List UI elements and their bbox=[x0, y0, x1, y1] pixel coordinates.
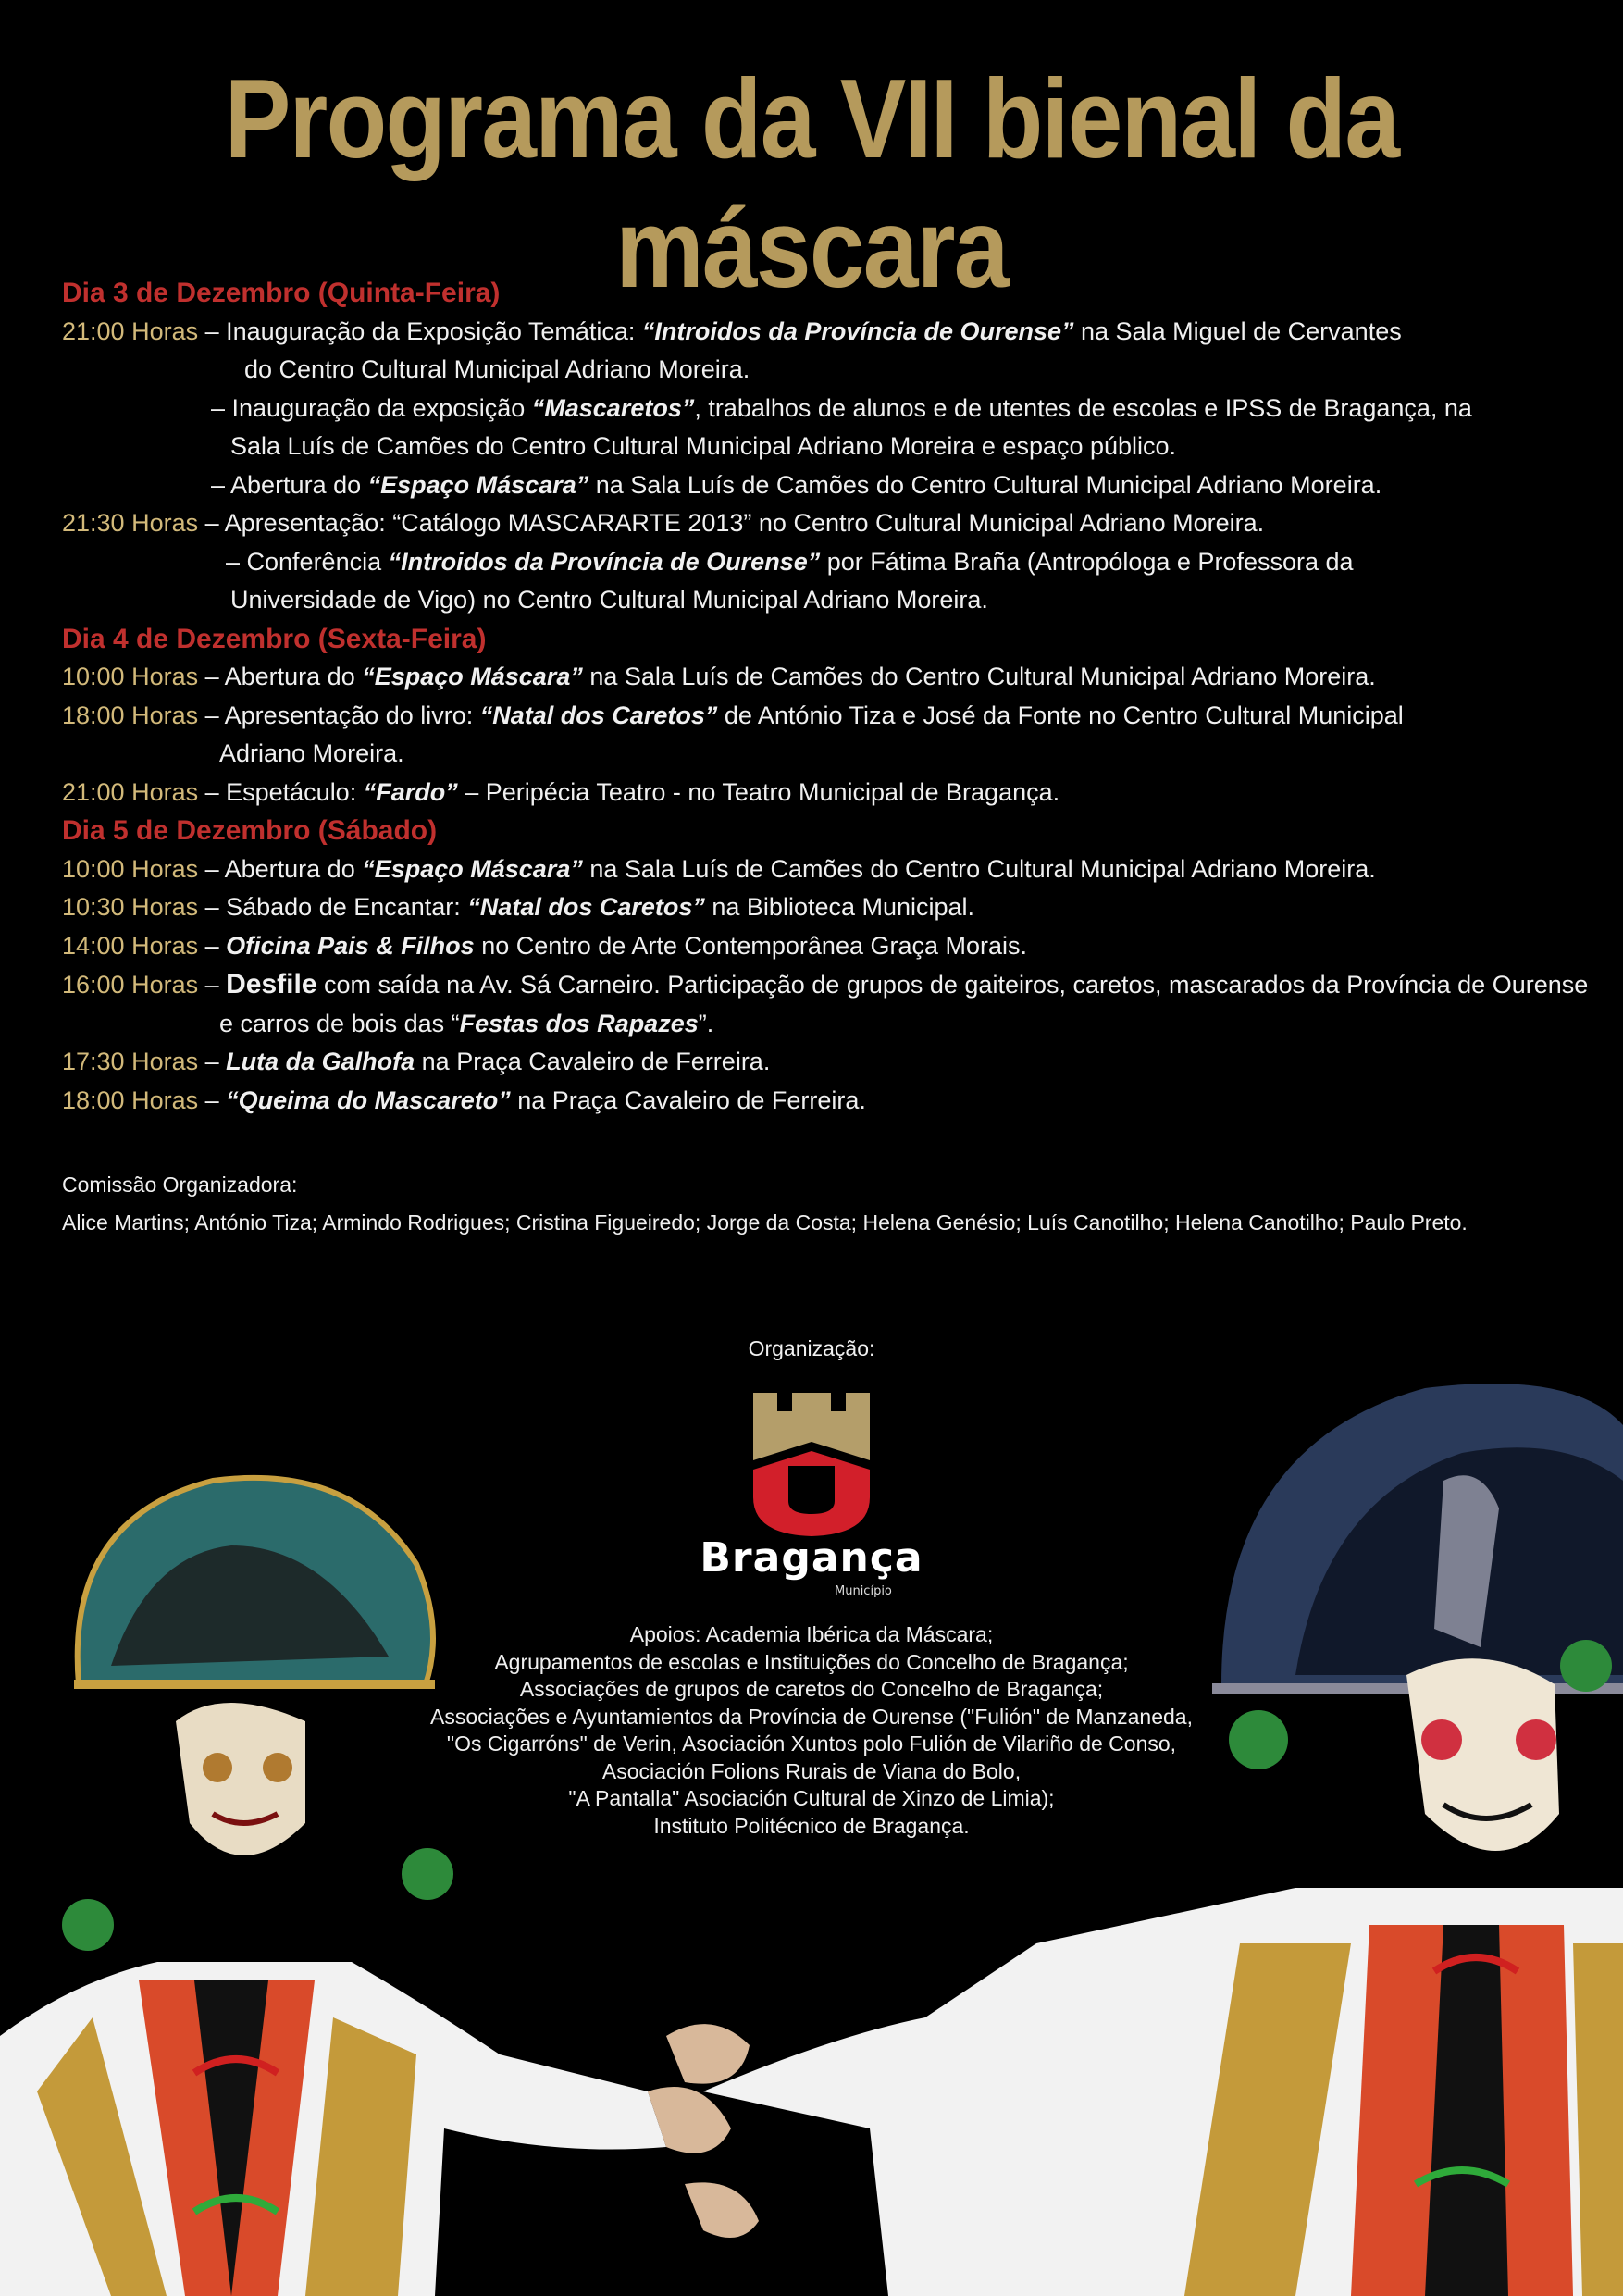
schedule-line bbox=[62, 1043, 1570, 1082]
line-text: – Conferência bbox=[226, 547, 389, 576]
organizing-committee bbox=[62, 1166, 1570, 1242]
event-title: “Queima do Mascareto” bbox=[226, 1086, 511, 1114]
schedule-line bbox=[62, 927, 1570, 966]
schedule-line-cont: Sala Luís de Camões do Centro Cultural Municipal Adriano Moreira e espaço público. bbox=[230, 432, 1177, 460]
line-text: – Abertura do bbox=[198, 663, 363, 690]
support-line: Agrupamentos de escolas e Instituições do Concelho de Bragança; bbox=[494, 1649, 1129, 1674]
line-text: de António Tiza e José da Fonte no Centro Cultural Municipal bbox=[717, 701, 1404, 729]
schedule-line bbox=[62, 888, 1570, 927]
line-text: – Apresentação: “Catálogo MASCARARTE 2013” no Centro Cultural Municipal Adriano Moreira. bbox=[198, 509, 1265, 537]
line-text: com saída na Av. Sá Carneiro. Participação de grupos de gaiteiros, caretos, mascarados da Província de Ourense bbox=[316, 971, 1589, 999]
line-text: – Sábado de Encantar: bbox=[198, 893, 468, 921]
line-text: e carros de bois das “ bbox=[219, 1009, 460, 1037]
program-schedule bbox=[62, 274, 1589, 1120]
right-careto-figure bbox=[648, 1370, 1623, 2296]
schedule-line bbox=[62, 658, 1570, 697]
schedule-line bbox=[62, 697, 1570, 736]
time-label: 18:00 Horas bbox=[62, 1086, 199, 1114]
support-line: "Os Cigarróns" de Verin, Asociación Xuntos polo Fulión de Vilariño de Conso, bbox=[446, 1731, 1177, 1756]
line-text: no Centro de Arte Contemporânea Graça Morais. bbox=[474, 931, 1028, 960]
time-label: 10:30 Horas bbox=[62, 893, 199, 921]
event-title: Desfile bbox=[226, 969, 317, 999]
time-label: 17:30 Horas bbox=[62, 1048, 199, 1075]
event-title: “Natal dos Caretos” bbox=[467, 893, 705, 921]
schedule-line bbox=[62, 965, 1589, 1005]
line-text: por Fátima Braña (Antropóloga e Professora da bbox=[820, 547, 1354, 576]
line-text: na Sala Luís de Camões do Centro Cultural Municipal Adriano Moreira. bbox=[588, 470, 1382, 499]
support-line: Associações e Ayuntamientos da Província de Ourense ("Fulión" de Manzaneda, bbox=[430, 1704, 1193, 1729]
committee-label: Comissão Organizadora: bbox=[62, 1173, 298, 1197]
committee-names: Alice Martins; António Tiza; Armindo Rodrigues; Cristina Figueiredo; Jorge da Costa; Helena Genésio; Luís Canotilho; Helena Canotilho; Paulo Preto. bbox=[62, 1210, 1468, 1235]
schedule-line bbox=[62, 850, 1570, 889]
support-line: Associações de grupos de caretos do Concelho de Bragança; bbox=[519, 1677, 1104, 1701]
event-title: Festas dos Rapazes bbox=[459, 1009, 699, 1037]
line-text: – bbox=[198, 971, 227, 999]
time-label: 10:00 Horas bbox=[62, 663, 199, 690]
time-label: 10:00 Horas bbox=[62, 854, 199, 883]
schedule-line-cont bbox=[62, 1005, 1570, 1044]
line-text: – Espetáculo: bbox=[198, 777, 364, 806]
line-text: – Abertura do bbox=[198, 854, 363, 883]
schedule-line-cont bbox=[62, 466, 1570, 505]
time-label: 16:00 Horas bbox=[62, 971, 199, 999]
time-label: 21:00 Horas bbox=[62, 316, 199, 345]
line-text: na Sala Miguel de Cervantes bbox=[1073, 316, 1402, 345]
event-title: “Introidos da Província de Ourense” bbox=[641, 316, 1074, 345]
schedule-line-cont bbox=[62, 543, 1570, 582]
schedule-line bbox=[62, 774, 1570, 813]
support-line: Asociación Folions Rurais de Viana do Bolo, bbox=[601, 1758, 1022, 1783]
line-text: – bbox=[198, 1086, 227, 1114]
line-text: na Praça Cavaleiro de Ferreira. bbox=[415, 1048, 771, 1075]
time-label: 18:00 Horas bbox=[62, 701, 199, 729]
day-heading: Dia 5 de Dezembro (Sábado) bbox=[62, 815, 438, 846]
event-title: “Espaço Máscara” bbox=[362, 663, 583, 690]
line-text: , trabalhos de alunos e de utentes de escolas e IPSS de Bragança, na bbox=[694, 393, 1472, 422]
schedule-line-cont: Universidade de Vigo) no Centro Cultural Municipal Adriano Moreira. bbox=[230, 586, 988, 614]
line-text: – bbox=[198, 931, 227, 960]
schedule-line bbox=[62, 313, 1570, 352]
line-text: na Sala Luís de Camões do Centro Cultural Municipal Adriano Moreira. bbox=[582, 663, 1376, 690]
line-text: – Inauguração da exposição bbox=[211, 393, 532, 422]
line-text: – Abertura do bbox=[211, 470, 368, 499]
support-line: Apoios: Academia Ibérica da Máscara; bbox=[629, 1622, 994, 1646]
line-text: na Praça Cavaleiro de Ferreira. bbox=[510, 1086, 866, 1114]
logo-subtitle: Município bbox=[835, 1584, 892, 1598]
support-line: Instituto Politécnico de Bragança. bbox=[653, 1813, 970, 1838]
line-text: na Biblioteca Municipal. bbox=[704, 893, 975, 921]
day-heading: Dia 4 de Dezembro (Sexta-Feira) bbox=[62, 623, 487, 654]
schedule-line bbox=[62, 1082, 1570, 1121]
line-text: – Apresentação do livro: bbox=[198, 701, 480, 729]
line-text: na Sala Luís de Camões do Centro Cultural Municipal Adriano Moreira. bbox=[582, 854, 1376, 883]
line-text: – Peripécia Teatro - no Teatro Municipal de Bragança. bbox=[457, 777, 1060, 806]
schedule-line-cont: Adriano Moreira. bbox=[219, 739, 404, 767]
line-text: – bbox=[198, 1048, 227, 1075]
event-title: “Introidos da Província de Ourense” bbox=[388, 547, 821, 576]
event-title: Oficina Pais & Filhos bbox=[226, 931, 475, 960]
event-title: “Espaço Máscara” bbox=[367, 470, 589, 499]
schedule-line-cont bbox=[62, 390, 1570, 428]
time-label: 21:30 Horas bbox=[62, 509, 199, 537]
logo-name: Bragança bbox=[700, 1534, 923, 1582]
time-label: 14:00 Horas bbox=[62, 931, 199, 960]
event-title: Luta da Galhofa bbox=[226, 1048, 415, 1075]
event-title: “Mascaretos” bbox=[531, 393, 695, 422]
organization-label: Organização: bbox=[748, 1336, 875, 1360]
day-heading: Dia 3 de Dezembro (Quinta-Feira) bbox=[62, 278, 501, 308]
schedule-line-cont: do Centro Cultural Municipal Adriano Moreira. bbox=[244, 355, 750, 383]
line-text: ”. bbox=[698, 1009, 714, 1037]
line-text: – Inauguração da Exposição Temática: bbox=[198, 316, 642, 345]
event-title: “Natal dos Caretos” bbox=[479, 701, 718, 729]
event-title: “Espaço Máscara” bbox=[362, 854, 583, 883]
support-line: "A Pantalla" Asociación Cultural de Xinzo de Limia); bbox=[568, 1786, 1055, 1810]
time-label: 21:00 Horas bbox=[62, 777, 199, 806]
event-title: “Fardo” bbox=[363, 777, 458, 806]
schedule-line bbox=[62, 504, 1570, 543]
page-title: Programa da VII bienal da máscara bbox=[224, 56, 1399, 311]
